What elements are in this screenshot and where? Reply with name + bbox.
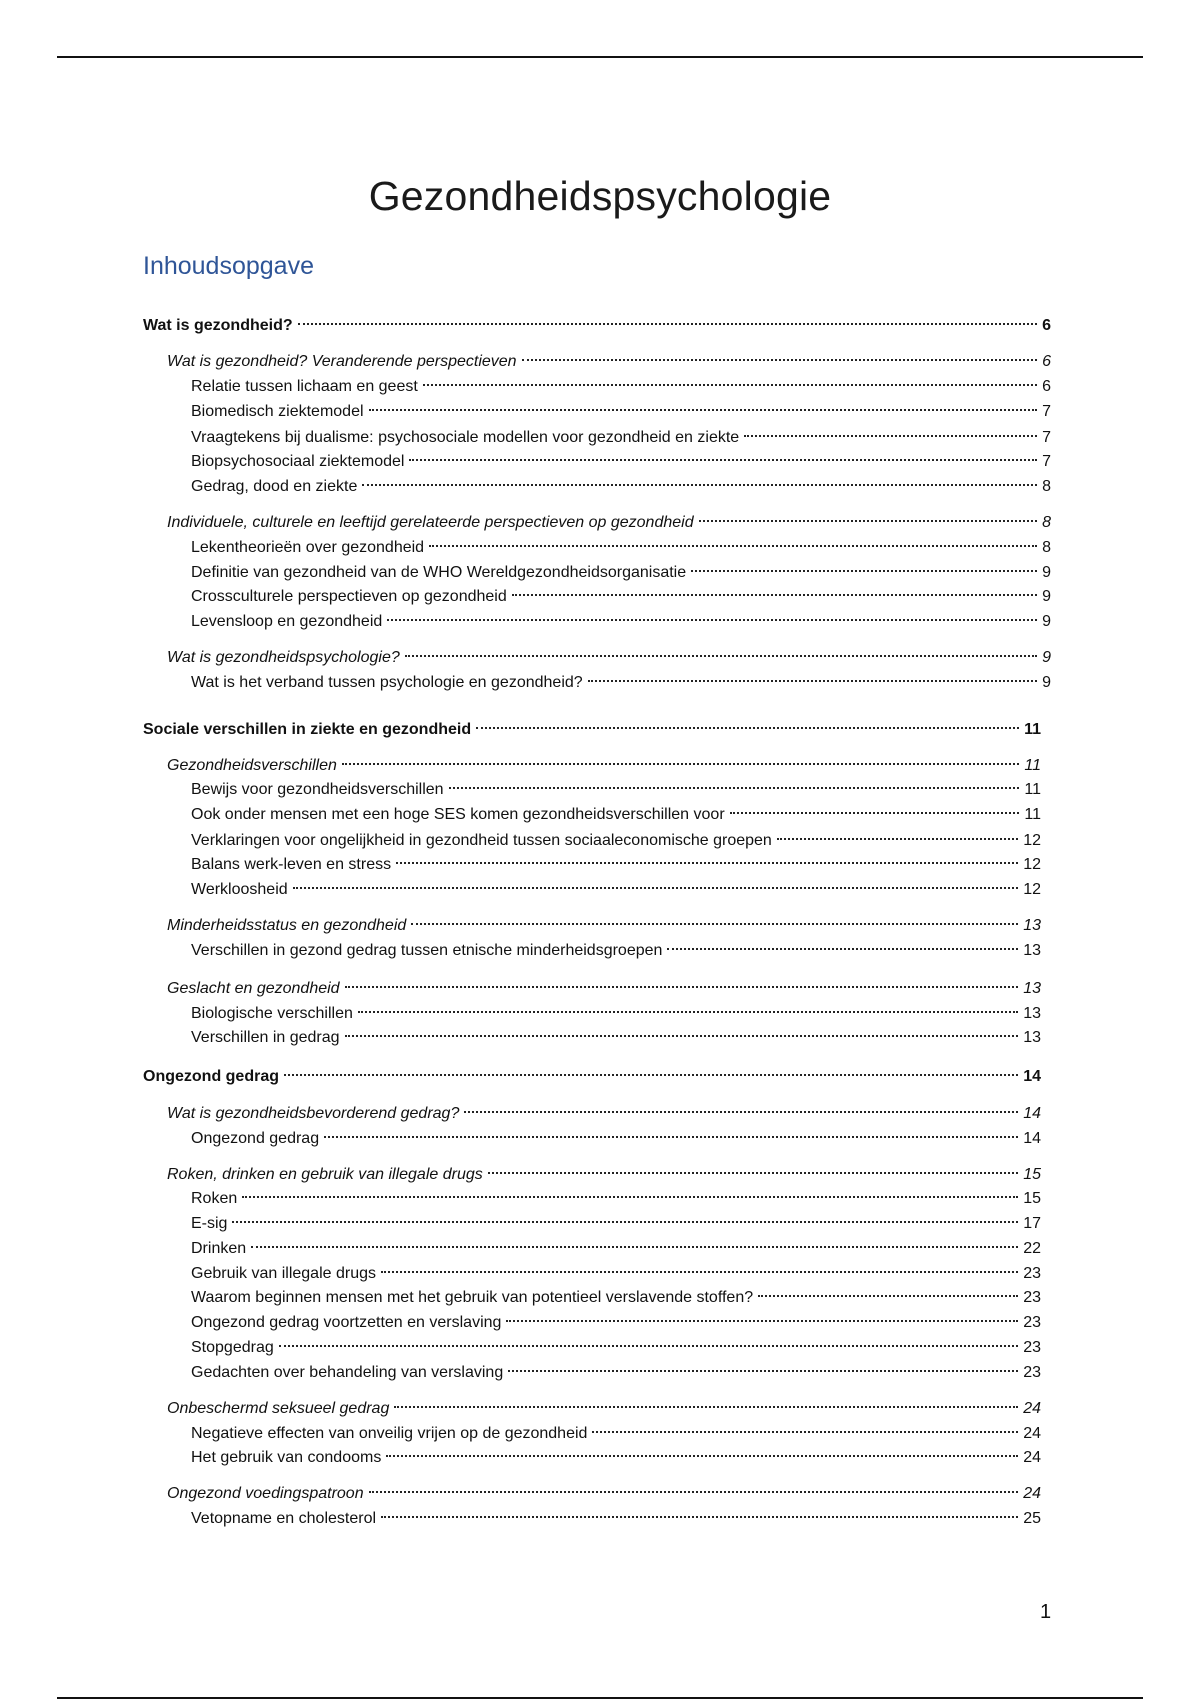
toc-entry-label: Stopgedrag <box>191 1339 274 1356</box>
dot-leader <box>369 409 1038 411</box>
toc-entry[interactable] <box>167 754 1041 778</box>
toc-entry[interactable] <box>167 1397 1041 1421</box>
dot-leader <box>386 1455 1018 1457</box>
toc-entry-page: 11 <box>1024 781 1041 798</box>
toc-entry[interactable] <box>191 536 1051 560</box>
toc-entry-page: 6 <box>1042 378 1051 395</box>
toc-entry-page: 13 <box>1023 942 1041 959</box>
toc-entry[interactable] <box>191 803 1041 827</box>
toc-entry-label: Wat is gezondheid? Veranderende perspectieven <box>167 353 517 370</box>
toc-entry[interactable] <box>167 1163 1041 1187</box>
toc-entry-page: 7 <box>1042 453 1051 470</box>
toc-entry[interactable] <box>191 1311 1041 1335</box>
toc-entry-label: Ongezond voedingspatroon <box>167 1485 364 1502</box>
toc-entry-page: 11 <box>1024 757 1041 774</box>
toc-entry[interactable] <box>191 1262 1041 1286</box>
toc-entry-label: Individuele, culturele en leeftijd gerelateerde perspectieven op gezondheid <box>167 514 694 531</box>
toc-entry-label: Levensloop en gezondheid <box>191 613 383 630</box>
toc-entry-page: 24 <box>1023 1425 1041 1442</box>
dot-leader <box>699 520 1038 522</box>
dot-leader <box>744 435 1037 437</box>
toc-entry-page: 13 <box>1023 1029 1041 1046</box>
dot-leader <box>758 1295 1018 1297</box>
toc-entry-page: 8 <box>1042 514 1051 531</box>
toc-entry-label: Gedachten over behandeling van verslaving <box>191 1364 504 1381</box>
toc-entry[interactable] <box>191 450 1051 474</box>
toc-entry-page: 13 <box>1023 917 1041 934</box>
toc-entry-page: 13 <box>1023 1005 1041 1022</box>
toc-entry[interactable] <box>191 1002 1041 1026</box>
toc-entry-page: 8 <box>1042 539 1051 556</box>
toc-entry-page: 24 <box>1023 1400 1041 1417</box>
toc-entry-page: 12 <box>1023 832 1041 849</box>
toc-entry[interactable] <box>167 1482 1041 1506</box>
toc-entry[interactable] <box>191 561 1051 585</box>
dot-leader <box>396 862 1018 864</box>
toc-entry-page: 15 <box>1023 1166 1041 1183</box>
toc-entry-page: 8 <box>1042 478 1051 495</box>
dot-leader <box>342 763 1020 765</box>
toc-entry-label: Wat is het verband tussen psychologie en gezondheid? <box>191 674 583 691</box>
toc-entry-label: Geslacht en gezondheid <box>167 980 340 997</box>
toc-entry-label: Onbeschermd seksueel gedrag <box>167 1400 390 1417</box>
toc-entry[interactable] <box>191 1422 1041 1446</box>
toc-entry[interactable] <box>191 1507 1041 1531</box>
toc-entry-page: 23 <box>1023 1364 1041 1381</box>
toc-entry-page: 17 <box>1023 1215 1041 1232</box>
toc-entry-label: Het gebruik van condooms <box>191 1449 382 1466</box>
toc-entry-page: 22 <box>1023 1240 1041 1257</box>
toc-entry-page: 6 <box>1042 353 1051 370</box>
toc-entry[interactable] <box>191 426 1051 450</box>
toc-entry-label: Crossculturele perspectieven op gezondheid <box>191 588 507 605</box>
toc-entry[interactable] <box>167 977 1041 1001</box>
toc-entry-page: 23 <box>1023 1314 1041 1331</box>
toc-entry[interactable] <box>191 400 1051 424</box>
dot-leader <box>691 570 1037 572</box>
toc-entry-page: 12 <box>1023 856 1041 873</box>
toc-entry-label: Roken <box>191 1190 238 1207</box>
dot-leader <box>449 787 1020 789</box>
toc-entry-label: Relatie tussen lichaam en geest <box>191 378 418 395</box>
dot-leader <box>345 986 1019 988</box>
dot-leader <box>588 680 1037 682</box>
header-rule <box>57 56 1143 58</box>
toc-entry[interactable] <box>191 939 1041 963</box>
toc-entry-label: Negatieve effecten van onveilig vrijen op de gezondheid <box>191 1425 588 1442</box>
dot-leader <box>381 1271 1018 1273</box>
toc-entry-label: Vetopname en cholesterol <box>191 1510 377 1527</box>
toc-entry-page: 9 <box>1042 674 1051 691</box>
toc-entry[interactable] <box>191 1187 1041 1211</box>
toc-entry-page: 7 <box>1042 429 1051 446</box>
toc-entry-label: Gebruik van illegale drugs <box>191 1265 376 1282</box>
footer-rule <box>57 1697 1143 1699</box>
document-title: Gezondheidspsychologie <box>368 173 832 220</box>
toc-entry[interactable] <box>143 314 1051 338</box>
toc-entry-page: 9 <box>1042 588 1051 605</box>
dot-leader <box>777 838 1018 840</box>
toc-entry[interactable] <box>191 1446 1041 1470</box>
toc-entry[interactable] <box>191 375 1051 399</box>
toc-entry[interactable] <box>167 511 1051 535</box>
toc-entry[interactable] <box>191 1026 1041 1050</box>
dot-leader <box>508 1370 1018 1372</box>
toc-entry[interactable] <box>191 1361 1041 1385</box>
toc-entry-page: 23 <box>1023 1339 1041 1356</box>
toc-entry-label: Balans werk-leven en stress <box>191 856 392 873</box>
toc-entry-label: Ook onder mensen met een hoge SES komen gezondheidsverschillen voor <box>191 806 725 823</box>
toc-entry-page: 24 <box>1023 1449 1041 1466</box>
toc-entry-label: Gedrag, dood en ziekte <box>191 478 358 495</box>
toc-entry[interactable] <box>191 1286 1041 1310</box>
dot-leader <box>476 727 1019 729</box>
dot-leader <box>381 1516 1018 1518</box>
toc-entry[interactable] <box>167 646 1051 670</box>
dot-leader <box>324 1136 1018 1138</box>
dot-leader <box>394 1406 1018 1408</box>
toc-entry[interactable] <box>191 585 1051 609</box>
toc-entry-label: Biopsychosociaal ziektemodel <box>191 453 405 470</box>
toc-entry-page: 11 <box>1024 806 1041 823</box>
toc-entry-page: 13 <box>1023 980 1041 997</box>
toc-entry[interactable] <box>191 1212 1041 1236</box>
dot-leader <box>411 923 1018 925</box>
toc-entry-page: 23 <box>1023 1289 1041 1306</box>
dot-leader <box>369 1491 1019 1493</box>
toc-entry-page: 14 <box>1023 1105 1041 1122</box>
toc-entry-label: Waarom beginnen mensen met het gebruik van potentieel verslavende stoffen? <box>191 1289 754 1306</box>
toc-entry-label: Verschillen in gezond gedrag tussen etnische minderheidsgroepen <box>191 942 663 959</box>
toc-entry[interactable] <box>191 610 1051 634</box>
dot-leader <box>284 1074 1018 1076</box>
dot-leader <box>522 359 1038 361</box>
dot-leader <box>358 1011 1018 1013</box>
toc-heading: Inhoudsopgave <box>143 252 314 280</box>
toc-entry-page: 11 <box>1024 721 1041 738</box>
toc-entry[interactable] <box>143 1065 1041 1089</box>
toc-entry-page: 9 <box>1042 564 1051 581</box>
toc-entry-label: Verklaringen voor ongelijkheid in gezondheid tussen sociaaleconomische groepen <box>191 832 772 849</box>
toc-entry[interactable] <box>191 853 1041 877</box>
dot-leader <box>387 619 1037 621</box>
toc-entry-page: 23 <box>1023 1265 1041 1282</box>
toc-entry[interactable] <box>167 914 1041 938</box>
dot-leader <box>242 1196 1018 1198</box>
dot-leader <box>667 948 1018 950</box>
toc-entry[interactable] <box>191 475 1051 499</box>
toc-entry[interactable] <box>191 671 1051 695</box>
toc-entry-page: 12 <box>1023 881 1041 898</box>
toc-entry-label: Minderheidsstatus en gezondheid <box>167 917 407 934</box>
toc-entry[interactable] <box>191 1336 1041 1360</box>
dot-leader <box>512 594 1037 596</box>
toc-entry-label: Ongezond gedrag <box>191 1130 320 1147</box>
toc-entry[interactable] <box>167 350 1051 374</box>
toc-entry-label: Verschillen in gedrag <box>191 1029 340 1046</box>
dot-leader <box>293 887 1019 889</box>
toc-entry[interactable] <box>191 829 1041 853</box>
dot-leader <box>488 1172 1018 1174</box>
toc-entry-label: Werkloosheid <box>191 881 288 898</box>
toc-entry-label: Gezondheidsverschillen <box>167 757 337 774</box>
toc-entry[interactable] <box>191 778 1041 802</box>
toc-entry-page: 15 <box>1023 1190 1041 1207</box>
toc-entry-page: 9 <box>1042 613 1051 630</box>
toc-entry-label: Definitie van gezondheid van de WHO Wereldgezondheidsorganisatie <box>191 564 687 581</box>
toc-entry-label: Wat is gezondheidspsychologie? <box>167 649 400 666</box>
dot-leader <box>232 1221 1018 1223</box>
toc-entry-page: 14 <box>1023 1068 1041 1085</box>
toc-entry-label: Wat is gezondheidsbevorderend gedrag? <box>167 1105 460 1122</box>
toc-entry-label: Ongezond gedrag voortzetten en verslaving <box>191 1314 502 1331</box>
toc-entry-page: 14 <box>1023 1130 1041 1147</box>
dot-leader <box>730 812 1020 814</box>
toc-entry-label: Wat is gezondheid? <box>143 317 293 334</box>
dot-leader <box>592 1431 1018 1433</box>
page-number: 1 <box>1040 1601 1052 1623</box>
dot-leader <box>464 1111 1018 1113</box>
dot-leader <box>405 655 1037 657</box>
toc-entry-label: Lekentheorieën over gezondheid <box>191 539 425 556</box>
dot-leader <box>345 1035 1019 1037</box>
toc-entry[interactable] <box>191 878 1041 902</box>
toc-entry-page: 9 <box>1042 649 1051 666</box>
toc-entry-label: Vraagtekens bij dualisme: psychosociale modellen voor gezondheid en ziekte <box>191 429 740 446</box>
toc-entry[interactable] <box>191 1127 1041 1151</box>
toc-entry-label: Sociale verschillen in ziekte en gezondheid <box>143 721 472 738</box>
dot-leader <box>362 484 1037 486</box>
dot-leader <box>409 459 1037 461</box>
dot-leader <box>423 384 1037 386</box>
toc-entry-label: Ongezond gedrag <box>143 1068 279 1085</box>
toc-entry-label: Drinken <box>191 1240 247 1257</box>
toc-entry[interactable] <box>191 1237 1041 1261</box>
toc-entry-label: E-sig <box>191 1215 228 1232</box>
toc-entry-page: 6 <box>1042 317 1051 334</box>
toc-entry-label: Bewijs voor gezondheidsverschillen <box>191 781 444 798</box>
toc-entry-page: 25 <box>1023 1510 1041 1527</box>
toc-entry-page: 7 <box>1042 403 1051 420</box>
toc-entry-label: Roken, drinken en gebruik van illegale drugs <box>167 1166 483 1183</box>
dot-leader <box>251 1246 1018 1248</box>
toc-entry[interactable] <box>143 718 1041 742</box>
dot-leader <box>429 545 1037 547</box>
toc-entry[interactable] <box>167 1102 1041 1126</box>
toc-entry-label: Biologische verschillen <box>191 1005 353 1022</box>
dot-leader <box>279 1345 1018 1347</box>
dot-leader <box>298 323 1037 325</box>
toc-entry-label: Biomedisch ziektemodel <box>191 403 364 420</box>
dot-leader <box>506 1320 1018 1322</box>
toc-entry-page: 24 <box>1023 1485 1041 1502</box>
